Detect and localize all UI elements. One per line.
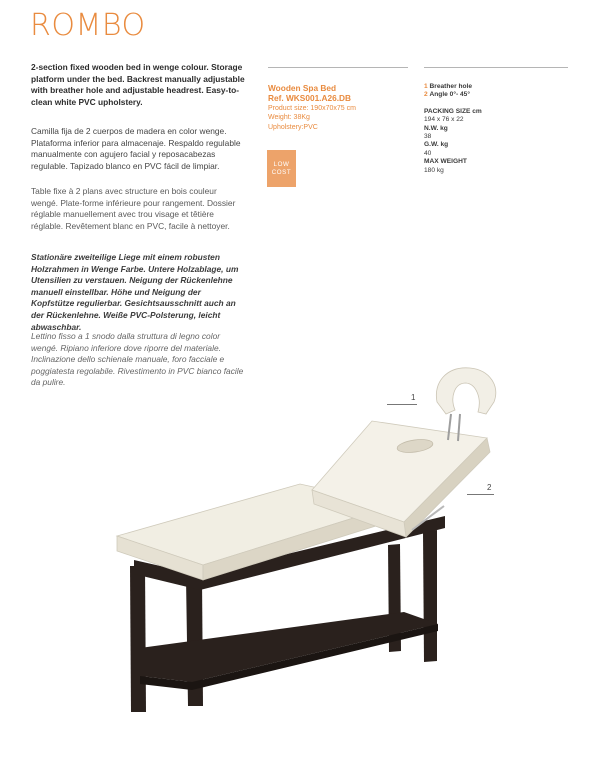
- description-italian: Lettino fisso a 1 snodo dalla struttura di legno color wengé. Ripiano inferiore dove riporre del materiale. Inclinazione dello schienale manuale, foro facciale e poggiatesta regolabile. Rivestimento in PVC bianco facile da pulire.: [31, 331, 244, 388]
- product-upholstery: Upholstery:PVC: [268, 123, 318, 131]
- callout-number-1: 1: [411, 393, 416, 402]
- description-spanish: Camilla fija de 2 cuerpos de madera en color wenge. Plataforma inferior para almacenaje. Respaldo regulable manualmente con agujero facial y reposacabezas regulable. Tapizado blanco en PVC fácil de limpiar.: [31, 126, 241, 171]
- description-french: Table fixe à 2 plans avec structure en bois couleur wengé. Plate-forme inférieure pour rangement. Dossier réglable manuellement avec trou visage et têtière réglable. Revêtement blanc en PVC, facile à nettoyer.: [31, 186, 236, 231]
- product-weight: Weight: 38Kg: [268, 114, 310, 122]
- callout-line-1: [387, 404, 417, 405]
- description-english: 2-section fixed wooden bed in wenge colour. Storage platform under the bed. Backrest manually adjustable with breather hole and adjustable headrest. Easy-to-clean white PVC upholstery.: [31, 62, 245, 107]
- description-german: Stationäre zweiteilige Liege mit einem robusten Holzrahmen in Wenge Farbe. Untere Holzablage, um Utensilien zu verstauen. Neigung der Rückenlehne manuell einstellbar. Höhe und Neigung der Kopfstütze regulierbar. Gesichtsausschnitt auch an der Rückenlehne. Weiße PVC-Polsterung, leicht abwaschbar.: [31, 252, 239, 332]
- page-title: ROMBO: [30, 8, 146, 43]
- badge-line-1: LOW: [273, 160, 290, 168]
- net-weight-label: N.W. kg: [424, 124, 448, 132]
- feature-label: Breather hole: [429, 83, 473, 90]
- max-weight-label: MAX WEIGHT: [424, 158, 467, 166]
- net-weight-value: 38: [424, 133, 432, 141]
- feature-number: 2: [424, 91, 428, 99]
- feature-label: Angle 0°- 45°: [429, 91, 470, 99]
- product-name: Wooden Spa Bed: [268, 83, 337, 93]
- product-ref: Ref. WKS001.A26.DB: [268, 93, 351, 103]
- max-weight-value: 180 kg: [424, 166, 444, 174]
- packing-size-label: PACKING SIZE cm: [424, 107, 482, 115]
- callout-number-2: 2: [487, 483, 492, 492]
- packing-size-value: 194 x 76 x 22: [424, 116, 464, 124]
- callout-line-2: [467, 494, 494, 495]
- gross-weight-label: G.W. kg: [424, 141, 449, 149]
- feature-number: 1: [424, 83, 428, 90]
- gross-weight-value: 40: [424, 149, 432, 157]
- badge-line-2: COST: [271, 168, 292, 176]
- product-size: Product size: 190x70x75 cm: [268, 105, 356, 112]
